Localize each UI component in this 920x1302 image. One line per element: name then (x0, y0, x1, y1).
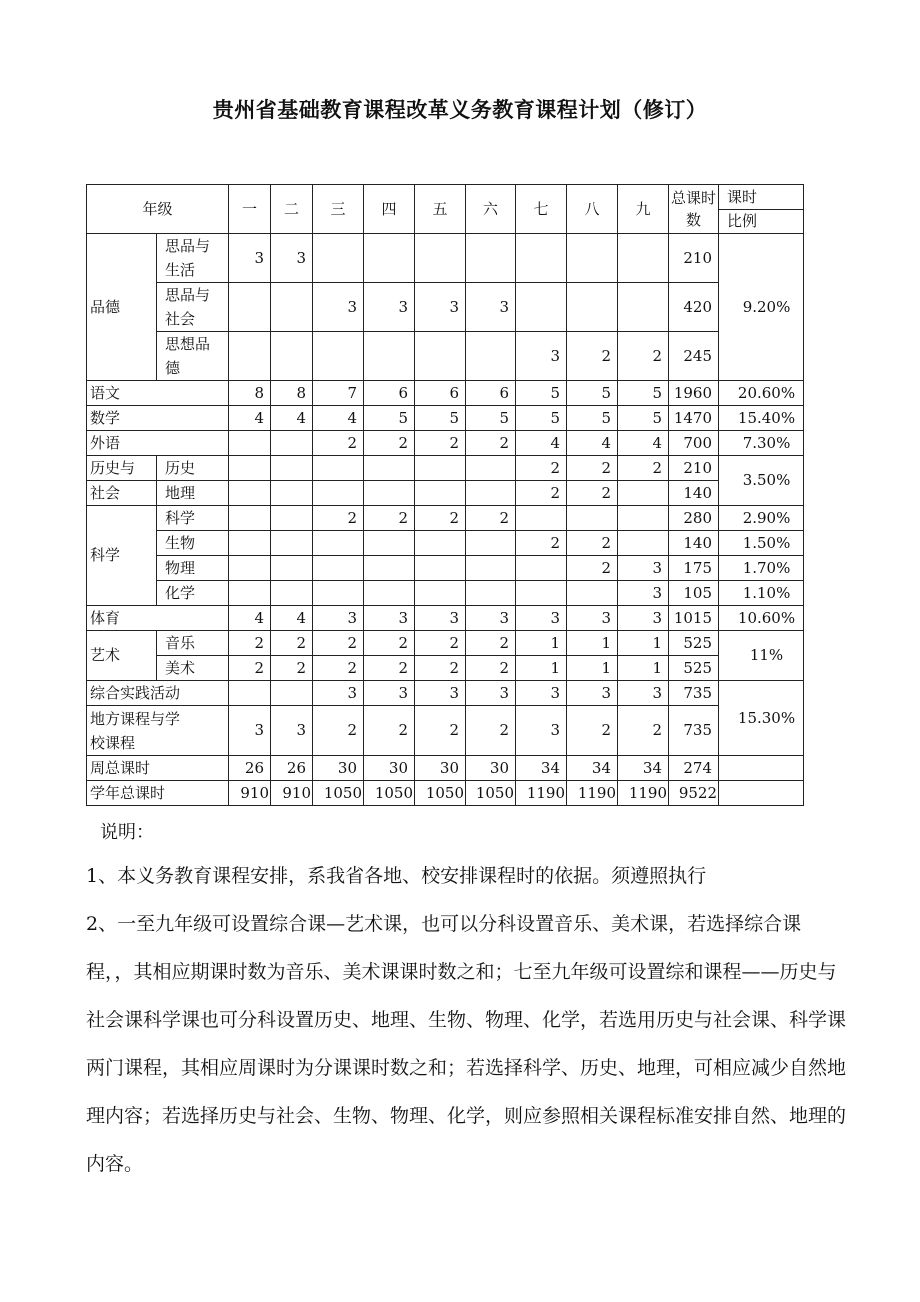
grade-hours-cell: 2 (466, 431, 516, 456)
subject-yuwen: 语文 (87, 381, 229, 406)
grade-hours-cell (567, 506, 618, 531)
ratio-tiyu: 10.60% (719, 606, 804, 631)
grade-hours-cell: 3 (313, 606, 364, 631)
grade-hours-cell: 2 (364, 706, 415, 756)
grade-hours-cell: 2 (466, 631, 516, 656)
grade-hours-cell (415, 481, 466, 506)
grade-hours-cell (271, 283, 313, 332)
header-grade: 年级 (87, 185, 229, 234)
subject-waiyu: 外语 (87, 431, 229, 456)
grade-hours-cell: 1 (516, 656, 567, 681)
grade-hours-cell: 1 (516, 631, 567, 656)
subject-pinde: 品德 (87, 234, 157, 381)
notes-label: 说明： (100, 822, 154, 843)
grade-hours-cell (271, 481, 313, 506)
table-row (87, 381, 804, 406)
grade-hours-cell: 2 (567, 706, 618, 756)
grade-hours-cell: 2 (313, 431, 364, 456)
grade-hours-cell (364, 556, 415, 581)
grade-hours-cell: 2 (271, 631, 313, 656)
grade-hours-cell (313, 234, 364, 283)
grade-hours-cell (466, 581, 516, 606)
grade-hours-cell (364, 581, 415, 606)
table-row (87, 656, 804, 681)
table-row (87, 606, 804, 631)
grade-hours-cell: 30 (466, 756, 516, 781)
grade-hours-cell: 3 (313, 283, 364, 332)
grade-hours-cell (271, 456, 313, 481)
grade-hours-cell: 2 (415, 706, 466, 756)
grade-hours-cell (415, 456, 466, 481)
grade-hours-cell (466, 234, 516, 283)
total-hours-cell: 245 (669, 332, 719, 381)
header-grade-g6: 六 (466, 185, 516, 234)
grade-hours-cell: 1050 (364, 781, 415, 806)
grade-hours-cell: 3 (618, 606, 669, 631)
table-row (87, 756, 804, 781)
grade-hours-cell: 3 (466, 681, 516, 706)
grade-hours-cell: 5 (618, 406, 669, 431)
grade-hours-cell: 3 (618, 581, 669, 606)
grade-hours-cell (466, 531, 516, 556)
header-grade-g7: 七 (516, 185, 567, 234)
total-hours-cell: 105 (669, 581, 719, 606)
ratio-pinde: 9.20% (719, 234, 804, 381)
grade-hours-cell: 30 (415, 756, 466, 781)
header-grade-g8: 八 (567, 185, 618, 234)
subsubject-name: 思想品德 (157, 332, 229, 381)
total-hours-cell: 210 (669, 456, 719, 481)
subsubject-name: 音乐 (157, 631, 229, 656)
total-hours-cell: 1015 (669, 606, 719, 631)
grade-hours-cell: 3 (271, 706, 313, 756)
grade-hours-cell: 2 (415, 506, 466, 531)
grade-hours-cell (415, 581, 466, 606)
grade-hours-cell: 3 (516, 606, 567, 631)
subsubject-name: 美术 (157, 656, 229, 681)
grade-hours-cell: 6 (364, 381, 415, 406)
grade-hours-cell: 3 (516, 332, 567, 381)
subsubject-name: 化学 (157, 581, 229, 606)
table-row (87, 456, 804, 481)
grade-hours-cell: 3 (313, 681, 364, 706)
ratio-shuxue: 15.40% (719, 406, 804, 431)
subject-lishi-bottom: 社会 (87, 481, 157, 506)
grade-hours-cell (516, 556, 567, 581)
grade-hours-cell (516, 506, 567, 531)
subject-lishi-top: 历史与 (87, 456, 157, 481)
grade-hours-cell (567, 581, 618, 606)
grade-hours-cell: 3 (364, 606, 415, 631)
grade-hours-cell: 3 (229, 234, 271, 283)
grade-hours-cell (229, 681, 271, 706)
grade-hours-cell: 3 (516, 706, 567, 756)
grade-hours-cell: 2 (567, 556, 618, 581)
grade-hours-cell: 910 (271, 781, 313, 806)
grade-hours-cell: 4 (229, 606, 271, 631)
grade-hours-cell: 2 (364, 431, 415, 456)
subsubject-name: 生物 (157, 531, 229, 556)
grade-hours-cell: 4 (567, 431, 618, 456)
page-title: 贵州省基础教育课程改革义务教育课程计划（修订） (212, 97, 708, 122)
grade-hours-cell: 2 (466, 656, 516, 681)
subject-yishu: 艺术 (87, 631, 157, 681)
grade-hours-cell: 2 (229, 656, 271, 681)
table-row (87, 431, 804, 456)
header-grade-g1: 一 (229, 185, 271, 234)
grade-hours-cell: 1050 (415, 781, 466, 806)
ratio-yishu: 11% (719, 631, 804, 681)
grade-hours-cell (271, 581, 313, 606)
grade-hours-cell: 4 (271, 606, 313, 631)
header-total-hours: 总课时数 (669, 185, 719, 234)
grade-hours-cell: 2 (364, 631, 415, 656)
grade-hours-cell: 910 (229, 781, 271, 806)
grade-hours-cell (466, 456, 516, 481)
grade-hours-cell: 30 (364, 756, 415, 781)
grade-hours-cell: 1190 (567, 781, 618, 806)
total-hours-cell: 1960 (669, 381, 719, 406)
header-grade-g3: 三 (313, 185, 364, 234)
table-row (87, 781, 804, 806)
grade-hours-cell (466, 556, 516, 581)
subsubject-name: 地理 (157, 481, 229, 506)
grade-hours-cell: 34 (618, 756, 669, 781)
header-row (87, 185, 804, 210)
table-row (87, 681, 804, 706)
total-hours-cell: 210 (669, 234, 719, 283)
total-hours-cell: 140 (669, 481, 719, 506)
grade-hours-cell (618, 531, 669, 556)
total-hours-cell: 280 (669, 506, 719, 531)
grade-hours-cell (229, 556, 271, 581)
grade-hours-cell (415, 234, 466, 283)
grade-hours-cell: 3 (618, 556, 669, 581)
subject-shuxue: 数学 (87, 406, 229, 431)
grade-hours-cell: 2 (415, 631, 466, 656)
grade-hours-cell: 7 (313, 381, 364, 406)
subsubject-name: 物理 (157, 556, 229, 581)
grade-hours-cell: 3 (567, 681, 618, 706)
subsubject-name: 思品与生活 (157, 234, 229, 283)
ratio-lishi: 3.50% (719, 456, 804, 506)
grade-hours-cell: 30 (313, 756, 364, 781)
ratio-yuwen: 20.60% (719, 381, 804, 406)
ratio-cell: 2.90% (719, 506, 804, 531)
table-row (87, 406, 804, 431)
grade-hours-cell (271, 332, 313, 381)
total-hours-cell: 525 (669, 631, 719, 656)
total-hours-cell: 420 (669, 283, 719, 332)
grade-hours-cell (229, 581, 271, 606)
table-row (87, 531, 804, 556)
grade-hours-cell (364, 531, 415, 556)
grade-hours-cell: 5 (618, 381, 669, 406)
grade-hours-cell (271, 681, 313, 706)
grade-hours-cell: 2 (567, 332, 618, 381)
grade-hours-cell: 2 (466, 706, 516, 756)
grade-hours-cell (229, 456, 271, 481)
empty-cell (719, 781, 804, 806)
grade-hours-cell: 5 (415, 406, 466, 431)
grade-hours-cell: 2 (618, 706, 669, 756)
grade-hours-cell: 2 (618, 456, 669, 481)
grade-hours-cell: 8 (271, 381, 313, 406)
total-hours-cell: 735 (669, 681, 719, 706)
grade-hours-cell (313, 531, 364, 556)
grade-hours-cell (618, 283, 669, 332)
total-hours-cell: 525 (669, 656, 719, 681)
grade-hours-cell (229, 332, 271, 381)
table-row (87, 506, 804, 531)
curriculum-table (86, 184, 804, 806)
grade-hours-cell: 2 (313, 706, 364, 756)
grade-hours-cell: 4 (618, 431, 669, 456)
grade-hours-cell: 6 (466, 381, 516, 406)
grade-hours-cell: 5 (516, 406, 567, 431)
grade-hours-cell: 2 (466, 506, 516, 531)
grade-hours-cell (229, 506, 271, 531)
subject-zonghe: 综合实践活动 (87, 681, 229, 706)
grade-hours-cell: 6 (415, 381, 466, 406)
ratio-cell: 1.50% (719, 531, 804, 556)
grade-hours-cell (618, 506, 669, 531)
total-hours-cell: 274 (669, 756, 719, 781)
grade-hours-cell: 2 (313, 506, 364, 531)
note-paragraph-1: 1、本义务教育课程安排，系我省各地、校安排课程时的依据。须遵照执行 (86, 865, 707, 887)
table-row (87, 556, 804, 581)
grade-hours-cell: 34 (516, 756, 567, 781)
grade-hours-cell: 5 (466, 406, 516, 431)
grade-hours-cell (516, 234, 567, 283)
grade-hours-cell (313, 481, 364, 506)
grade-hours-cell: 2 (516, 481, 567, 506)
empty-cell (719, 756, 804, 781)
ratio-waiyu: 7.30% (719, 431, 804, 456)
grade-hours-cell (364, 234, 415, 283)
grade-hours-cell (567, 234, 618, 283)
total-hours-cell: 1470 (669, 406, 719, 431)
table-row (87, 283, 804, 332)
grade-hours-cell: 3 (516, 681, 567, 706)
header-grade-g2: 二 (271, 185, 313, 234)
total-hours-cell: 175 (669, 556, 719, 581)
header-grade-g4: 四 (364, 185, 415, 234)
grade-hours-cell: 3 (415, 681, 466, 706)
grade-hours-cell: 4 (271, 406, 313, 431)
grade-hours-cell: 5 (567, 406, 618, 431)
subsubject-name: 思品与社会 (157, 283, 229, 332)
total-hours-cell: 735 (669, 706, 719, 756)
total-hours-cell: 140 (669, 531, 719, 556)
grade-hours-cell: 3 (466, 283, 516, 332)
grade-hours-cell: 1050 (466, 781, 516, 806)
header-grade-g5: 五 (415, 185, 466, 234)
grade-hours-cell: 3 (466, 606, 516, 631)
grade-hours-cell (313, 556, 364, 581)
grade-hours-cell: 1190 (618, 781, 669, 806)
grade-hours-cell (415, 332, 466, 381)
total-hours-cell: 700 (669, 431, 719, 456)
grade-hours-cell: 3 (415, 283, 466, 332)
ratio-zonghe-difang: 15.30% (719, 681, 804, 756)
subsubject-name: 历史 (157, 456, 229, 481)
total-hours-cell: 9522 (669, 781, 719, 806)
grade-hours-cell: 2 (415, 431, 466, 456)
grade-hours-cell: 1 (618, 631, 669, 656)
grade-hours-cell: 2 (567, 456, 618, 481)
grade-hours-cell (271, 506, 313, 531)
grade-hours-cell (466, 332, 516, 381)
grade-hours-cell (618, 481, 669, 506)
subject-tiyu: 体育 (87, 606, 229, 631)
grade-hours-cell: 2 (516, 456, 567, 481)
grade-hours-cell: 3 (567, 606, 618, 631)
grade-hours-cell (271, 531, 313, 556)
subject-kexue: 科学 (87, 506, 157, 606)
grade-hours-cell: 3 (415, 606, 466, 631)
grade-hours-cell: 2 (364, 656, 415, 681)
subsubject-name: 科学 (157, 506, 229, 531)
grade-hours-cell (229, 481, 271, 506)
grade-hours-cell (271, 431, 313, 456)
grade-hours-cell: 2 (567, 531, 618, 556)
grade-hours-cell (229, 283, 271, 332)
table-row (87, 631, 804, 656)
grade-hours-cell: 4 (516, 431, 567, 456)
grade-hours-cell (364, 456, 415, 481)
grade-hours-cell (313, 332, 364, 381)
grade-hours-cell (415, 556, 466, 581)
grade-hours-cell: 26 (271, 756, 313, 781)
subject-difang: 地方课程与学校课程 (87, 706, 229, 756)
header-ratio-top: 课时 (719, 185, 804, 210)
grade-hours-cell (229, 431, 271, 456)
grade-hours-cell: 2 (313, 631, 364, 656)
grade-hours-cell: 1190 (516, 781, 567, 806)
header-ratio-bottom: 比例 (719, 210, 804, 234)
grade-hours-cell (618, 234, 669, 283)
ratio-cell: 1.10% (719, 581, 804, 606)
grade-hours-cell (466, 481, 516, 506)
grade-hours-cell: 2 (415, 656, 466, 681)
grade-hours-cell: 1 (567, 631, 618, 656)
grade-hours-cell: 3 (229, 706, 271, 756)
notes-section (86, 818, 846, 1188)
grade-hours-cell (229, 531, 271, 556)
grade-hours-cell: 26 (229, 756, 271, 781)
table-row (87, 234, 804, 283)
grade-hours-cell: 1 (567, 656, 618, 681)
grade-hours-cell (271, 556, 313, 581)
subject-zhou: 周总课时 (87, 756, 229, 781)
grade-hours-cell: 2 (271, 656, 313, 681)
grade-hours-cell (516, 283, 567, 332)
grade-hours-cell (364, 481, 415, 506)
grade-hours-cell: 2 (618, 332, 669, 381)
grade-hours-cell: 1 (618, 656, 669, 681)
grade-hours-cell: 4 (229, 406, 271, 431)
grade-hours-cell (364, 332, 415, 381)
note-paragraph-2: 2、一至九年级可设置综合课—艺术课，也可以分科设置音乐、美术课，若选择综合课程，，其相应期课时数为音乐、美术课课时数之和；七至九年级可设置综和课程——历史与社会课科学课也可分科设置历史、地理、生物、物理、化学，若选用历史与社会课、科学课两门课程，其相应周课时为分课课时数之和；若选择科学、历史、地理，可相应减少自然地理内容；若选择历史与社会、生物、物理、化学，则应参照相关课程标准安排自然、地理的内容。 (86, 913, 847, 1175)
grade-hours-cell: 34 (567, 756, 618, 781)
table-row (87, 706, 804, 756)
grade-hours-cell: 5 (567, 381, 618, 406)
grade-hours-cell (415, 531, 466, 556)
grade-hours-cell: 5 (516, 381, 567, 406)
grade-hours-cell: 3 (364, 283, 415, 332)
grade-hours-cell: 3 (271, 234, 313, 283)
grade-hours-cell: 2 (516, 531, 567, 556)
grade-hours-cell: 2 (313, 656, 364, 681)
grade-hours-cell: 2 (567, 481, 618, 506)
grade-hours-cell: 4 (313, 406, 364, 431)
table-row (87, 581, 804, 606)
table-row (87, 481, 804, 506)
grade-hours-cell: 2 (229, 631, 271, 656)
grade-hours-cell (567, 283, 618, 332)
grade-hours-cell: 3 (618, 681, 669, 706)
grade-hours-cell: 3 (364, 681, 415, 706)
subject-xuenian: 学年总课时 (87, 781, 229, 806)
grade-hours-cell (516, 581, 567, 606)
ratio-cell: 1.70% (719, 556, 804, 581)
grade-hours-cell (313, 456, 364, 481)
grade-hours-cell: 8 (229, 381, 271, 406)
header-grade-g9: 九 (618, 185, 669, 234)
table-row (87, 332, 804, 381)
grade-hours-cell: 2 (364, 506, 415, 531)
grade-hours-cell (313, 581, 364, 606)
grade-hours-cell: 1050 (313, 781, 364, 806)
grade-hours-cell: 5 (364, 406, 415, 431)
